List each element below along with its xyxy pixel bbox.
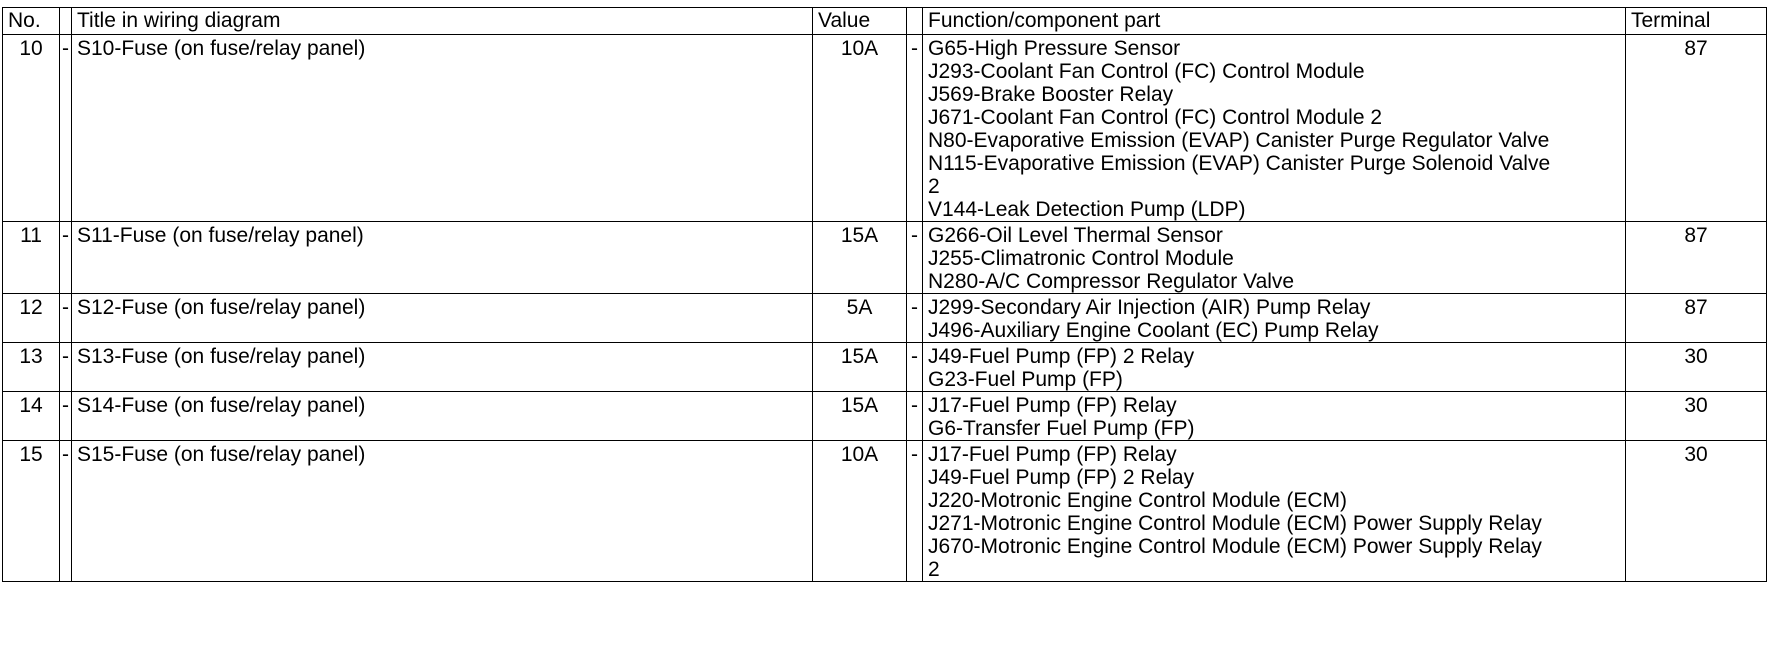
cell-value: 5A: [813, 294, 907, 343]
cell-no: 12: [3, 294, 60, 343]
cell-dash: -: [907, 294, 923, 343]
cell-value: 10A: [813, 35, 907, 222]
cell-dash: -: [60, 222, 72, 294]
cell-terminal: 30: [1626, 441, 1767, 582]
function-line: J220-Motronic Engine Control Module (ECM): [928, 489, 1348, 512]
cell-no: 11: [3, 222, 60, 294]
cell-title: S14-Fuse (on fuse/relay panel): [72, 392, 813, 441]
function-line: 2: [928, 175, 940, 198]
function-line: J670-Motronic Engine Control Module (ECM) Power Supply Relay: [928, 535, 1542, 558]
header-no: No.: [3, 8, 60, 35]
cell-no: 15: [3, 441, 60, 582]
function-line: J49-Fuel Pump (FP) 2 Relay: [928, 466, 1195, 489]
cell-value: 15A: [813, 343, 907, 392]
cell-function: [923, 294, 1626, 343]
cell-terminal: 87: [1626, 294, 1767, 343]
function-line: J569-Brake Booster Relay: [928, 83, 1174, 106]
function-line: J299-Secondary Air Injection (AIR) Pump Relay: [928, 296, 1371, 319]
function-line: V144-Leak Detection Pump (LDP): [928, 198, 1246, 221]
cell-dash: -: [60, 392, 72, 441]
header-function: Function/component part: [923, 8, 1626, 35]
cell-function: [923, 392, 1626, 441]
cell-terminal: 87: [1626, 35, 1767, 222]
cell-function: [923, 343, 1626, 392]
table-body: [3, 35, 1767, 582]
header-value: Value: [813, 8, 907, 35]
cell-dash: -: [60, 35, 72, 222]
table-row: [3, 343, 1767, 392]
cell-function: [923, 441, 1626, 582]
function-line: G23-Fuel Pump (FP): [928, 368, 1123, 391]
function-line: N115-Evaporative Emission (EVAP) Canister Purge Solenoid Valve: [928, 152, 1551, 175]
table-row: [3, 392, 1767, 441]
cell-dash: -: [60, 294, 72, 343]
cell-no: 13: [3, 343, 60, 392]
header-spacer-2: [907, 8, 923, 35]
cell-dash: -: [907, 343, 923, 392]
cell-dash: -: [907, 222, 923, 294]
function-line: J671-Coolant Fan Control (FC) Control Module 2: [928, 106, 1383, 129]
function-line: J293-Coolant Fan Control (FC) Control Module: [928, 60, 1365, 83]
cell-dash: -: [907, 392, 923, 441]
function-line: N280-A/C Compressor Regulator Valve: [928, 270, 1295, 293]
cell-value: 10A: [813, 441, 907, 582]
cell-title: S11-Fuse (on fuse/relay panel): [72, 222, 813, 294]
cell-dash: -: [60, 441, 72, 582]
cell-terminal: 30: [1626, 343, 1767, 392]
fuse-table: [2, 7, 1767, 582]
header-spacer: [60, 8, 72, 35]
cell-title: S10-Fuse (on fuse/relay panel): [72, 35, 813, 222]
cell-title: S13-Fuse (on fuse/relay panel): [72, 343, 813, 392]
function-line: N80-Evaporative Emission (EVAP) Canister Purge Regulator Valve: [928, 129, 1550, 152]
function-line: J496-Auxiliary Engine Coolant (EC) Pump Relay: [928, 319, 1379, 342]
table-row: [3, 294, 1767, 343]
cell-terminal: 87: [1626, 222, 1767, 294]
cell-dash: -: [907, 441, 923, 582]
cell-no: 10: [3, 35, 60, 222]
function-line: G6-Transfer Fuel Pump (FP): [928, 417, 1195, 440]
table-row: [3, 441, 1767, 582]
header-title: Title in wiring diagram: [72, 8, 813, 35]
cell-terminal: 30: [1626, 392, 1767, 441]
cell-dash: -: [907, 35, 923, 222]
function-line: J17-Fuel Pump (FP) Relay: [928, 443, 1177, 466]
header-row: [3, 8, 1767, 35]
cell-function: [923, 35, 1626, 222]
function-line: J17-Fuel Pump (FP) Relay: [928, 394, 1177, 417]
function-line: J49-Fuel Pump (FP) 2 Relay: [928, 345, 1195, 368]
function-line: G65-High Pressure Sensor: [928, 37, 1181, 60]
cell-function: [923, 222, 1626, 294]
function-line: J271-Motronic Engine Control Module (ECM) Power Supply Relay: [928, 512, 1542, 535]
cell-no: 14: [3, 392, 60, 441]
cell-title: S12-Fuse (on fuse/relay panel): [72, 294, 813, 343]
table-row: [3, 222, 1767, 294]
table-row: [3, 35, 1767, 222]
cell-title: S15-Fuse (on fuse/relay panel): [72, 441, 813, 582]
function-line: G266-Oil Level Thermal Sensor: [928, 224, 1223, 247]
header-terminal: Terminal: [1626, 8, 1767, 35]
cell-value: 15A: [813, 222, 907, 294]
function-line: 2: [928, 558, 940, 581]
cell-dash: -: [60, 343, 72, 392]
cell-value: 15A: [813, 392, 907, 441]
function-line: J255-Climatronic Control Module: [928, 247, 1234, 270]
